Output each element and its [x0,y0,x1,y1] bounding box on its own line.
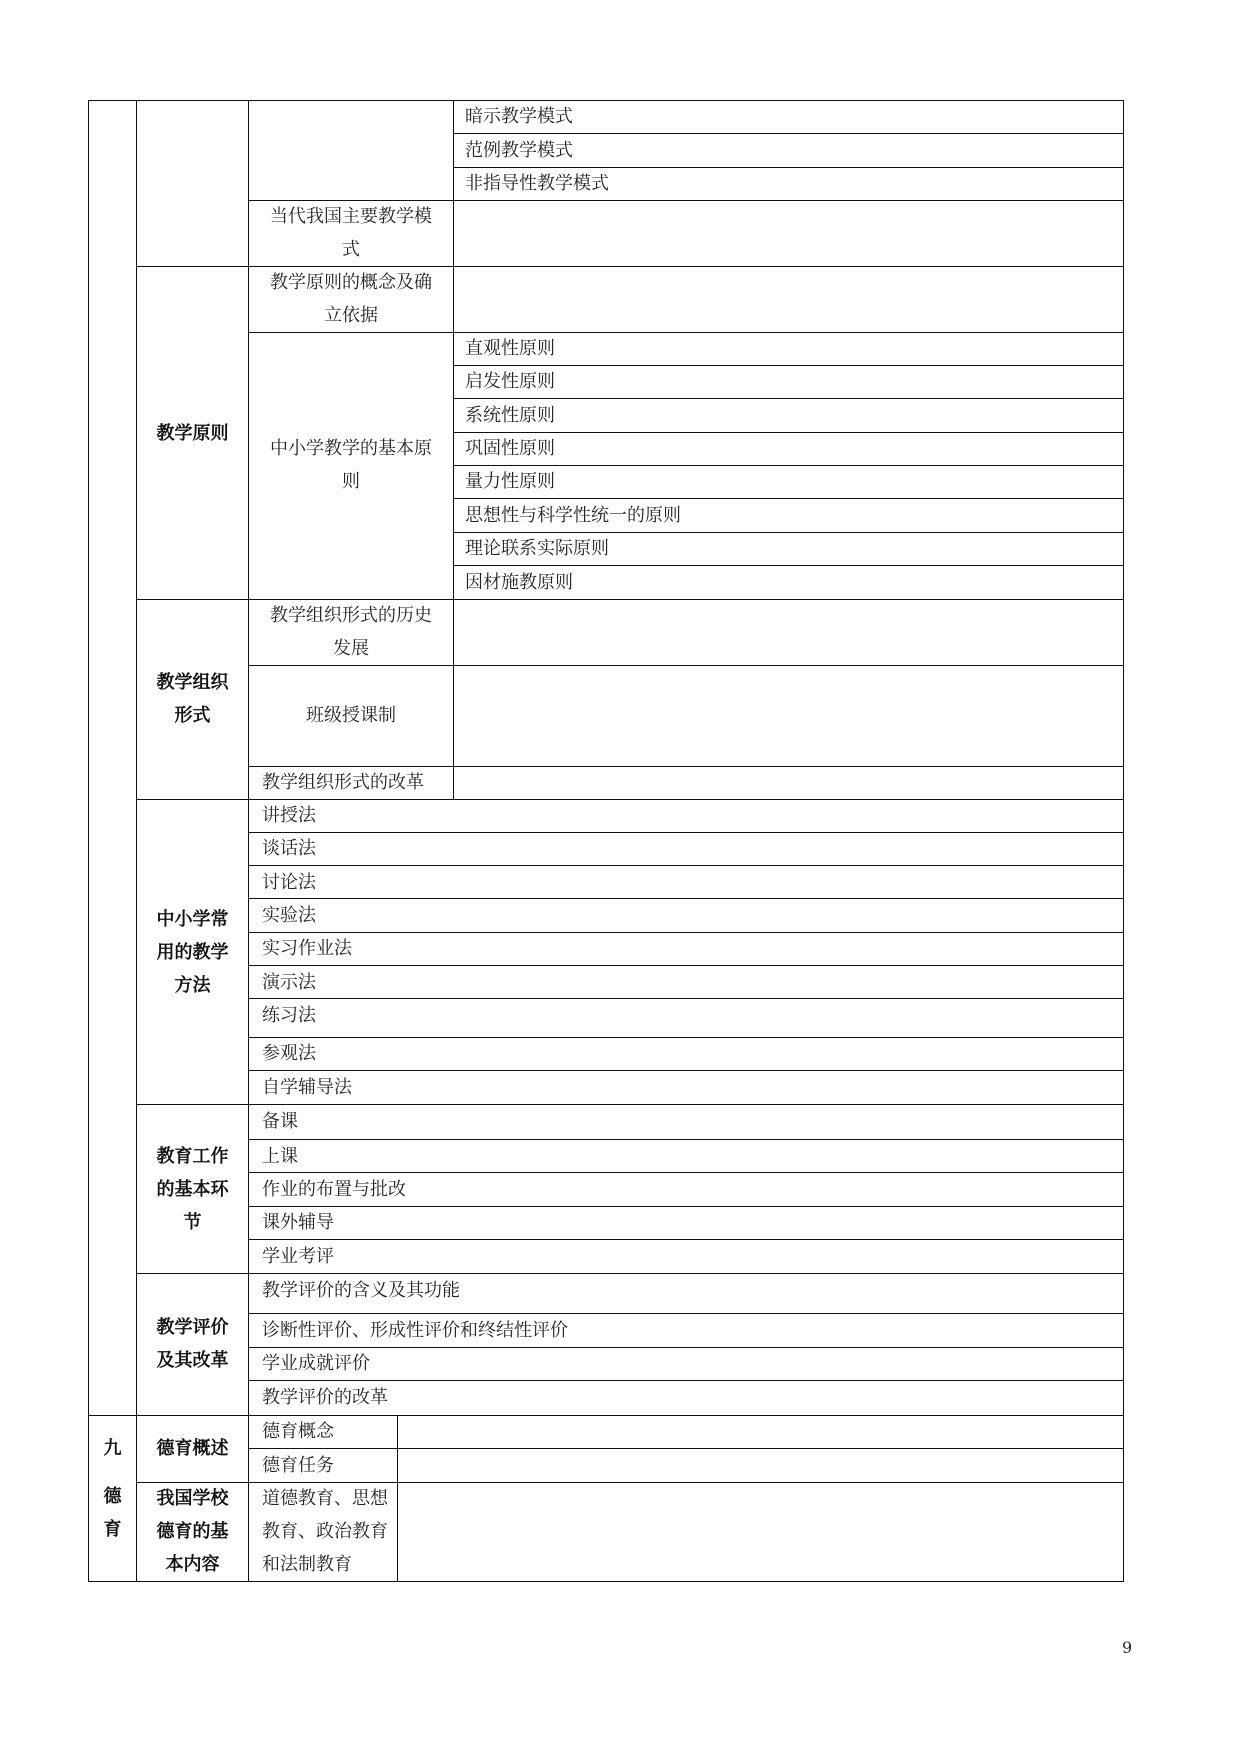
group-principles: 教学原则 [156,423,229,444]
cell-text-line: 道德教育、思想 [262,1488,388,1509]
cell-text-line: 式 [342,239,360,260]
chapter-char: 育 [103,1519,122,1540]
cell-model-2: 范例教学模式 [465,140,573,161]
row-line [248,965,1123,966]
cell-text-line: 和法制教育 [262,1554,352,1575]
table-left-border [88,100,89,1582]
page-number: 9 [1122,1638,1133,1657]
cell-text-line: 及其改革 [156,1350,229,1371]
method-item: 实验法 [262,905,316,926]
method-item: 参观法 [262,1043,316,1064]
cell-text-line: 方法 [174,975,211,996]
group-evaluation [137,1311,248,1377]
cell-text-line: 中小学教学的基本原 [270,438,432,459]
cell-text-line: 德育的基 [156,1521,229,1542]
row-line [248,332,1123,333]
cell-contemporary-model [249,200,453,266]
principle-item: 巩固性原则 [465,438,555,459]
group-moral-content [137,1482,248,1581]
cell-org-reform: 教学组织形式的改革 [262,772,424,793]
row-line [248,1448,1123,1449]
cell-text-line: 本内容 [165,1554,220,1575]
method-item: 讨论法 [262,872,316,893]
row-line [88,1415,1123,1416]
cell-text-line: 教学组织 [156,672,229,693]
principle-item: 直观性原则 [465,338,555,359]
group-org-forms [137,666,248,732]
principle-item: 因材施教原则 [465,572,573,593]
cell-text-line: 教育工作 [156,1146,229,1167]
cell-text-line: 立依据 [324,305,378,326]
principle-item: 系统性原则 [465,405,555,426]
cell-basic-principles [249,432,453,498]
row-line [248,1239,1123,1240]
col-line-3a [453,100,454,800]
method-item: 自学辅导法 [262,1077,352,1098]
eval-item: 教学评价的含义及其功能 [262,1280,460,1301]
principle-item: 理论联系实际原则 [465,538,609,559]
row-line [248,998,1123,999]
cell-text-line: 用的教学 [156,942,229,963]
row-line [248,1347,1123,1348]
cell-text-line: 中小学常 [156,909,229,930]
cell-text-line: 的基本环 [156,1179,229,1200]
cell-model-1: 暗示教学模式 [465,106,573,127]
moral-item: 德育概念 [262,1421,334,1442]
method-item: 讲授法 [262,805,316,826]
table-right-border [1123,100,1124,1582]
cell-model-3: 非指导性教学模式 [465,173,609,194]
col-line-3b [397,1415,398,1581]
moral-item: 德育任务 [262,1455,334,1476]
chapter-char: 德 [103,1486,122,1507]
principle-item: 量力性原则 [465,471,555,492]
cell-text-line: 我国学校 [156,1488,229,1509]
work-item: 课外辅导 [262,1212,334,1233]
cell-text-line: 形式 [174,705,211,726]
table-top-border [88,100,1123,101]
row-line [248,1037,1123,1038]
group-work-links [137,1140,248,1239]
chapter-nine-label [89,1432,136,1546]
principle-item: 启发性原则 [465,371,555,392]
cell-text-line: 教学原则的概念及确 [270,272,432,293]
table-bottom-border [88,1581,1123,1582]
group-moral-overview: 德育概述 [156,1438,229,1459]
eval-item: 诊断性评价、形成性评价和终结性评价 [262,1320,568,1341]
row-line [248,832,1123,833]
method-item: 练习法 [262,1005,316,1026]
method-item: 谈话法 [262,838,316,859]
group-methods [137,903,248,1002]
method-item: 实习作业法 [262,938,352,959]
method-item: 演示法 [262,972,316,993]
cell-principles-concept [249,266,453,332]
row-line [248,898,1123,899]
cell-text-line: 则 [342,471,360,492]
cell-text-line: 教学组织形式的历史 [270,605,432,626]
work-item: 作业的布置与批改 [262,1179,406,1200]
cell-text-line: 教学评价 [156,1317,229,1338]
row-line [248,1070,1123,1071]
row-line [248,932,1123,933]
row-line [248,1139,1123,1140]
cell-text-line: 节 [183,1212,202,1233]
cell-text-line: 发展 [333,638,369,659]
cell-text-line: 当代我国主要教学模 [270,206,432,227]
chapter-char: 九 [103,1438,122,1459]
work-item: 学业考评 [262,1246,334,1267]
row-line [248,865,1123,866]
row-line [248,1206,1123,1207]
eval-item: 教学评价的改革 [262,1387,388,1408]
work-item: 上课 [262,1146,298,1167]
work-item: 备课 [262,1111,298,1132]
cell-org-history [249,599,453,665]
row-line [248,665,1123,666]
eval-item: 学业成就评价 [262,1353,370,1374]
cell-moral-content [262,1482,388,1581]
cell-text-line: 教育、政治教育 [262,1521,388,1542]
cell-class-teaching: 班级授课制 [306,705,396,726]
principle-item: 思想性与科学性统一的原则 [465,505,681,526]
